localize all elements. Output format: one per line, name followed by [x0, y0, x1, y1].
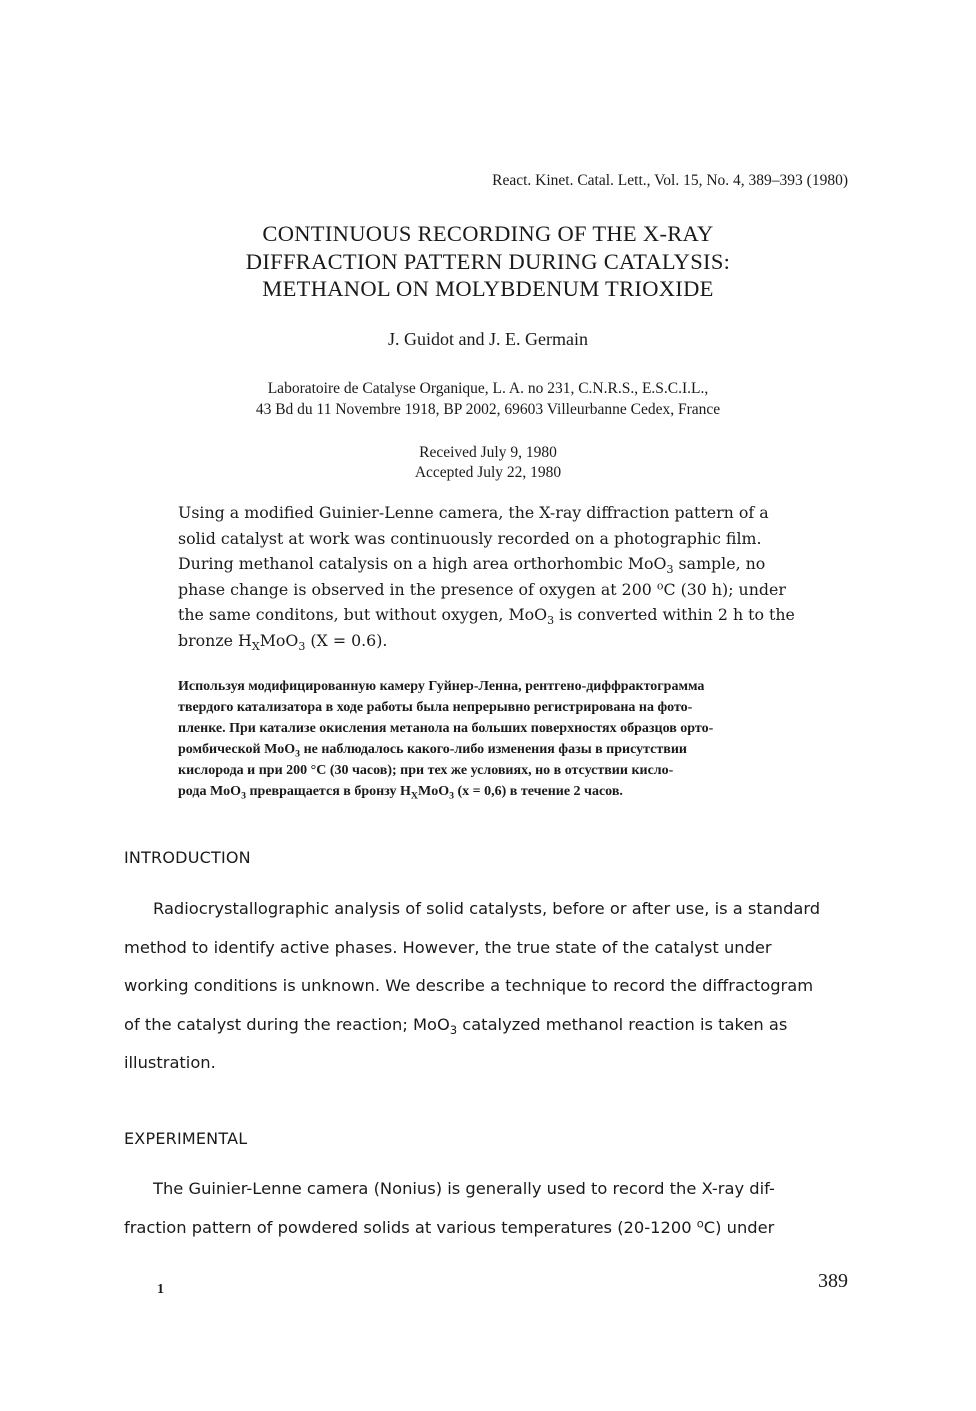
abstract-english	[178, 500, 858, 653]
intro-line-4: of the catalyst during the reaction; MoO$_3$ catalyzed methanol reaction is taken as	[124, 1014, 788, 1037]
experimental-heading: EXPERIMENTAL	[124, 1129, 248, 1148]
paper-title	[130, 220, 846, 303]
intro-line-1: Radiocrystallographic analysis of solid catalysts, before or after use, is a standard	[153, 899, 821, 918]
title-line-1: CONTINUOUS RECORDING OF THE X-RAY	[262, 221, 714, 246]
footnote-number: 1	[157, 1282, 164, 1297]
abstract-en-line-5: the same conditons, but without oxygen, MoO$_3$ is converted within 2 h to the	[178, 605, 795, 627]
title-line-3: METHANOL ON MOLYBDENUM TRIOXIDE	[262, 276, 714, 301]
title-line-2: DIFFRACTION PATTERN DURING CATALYSIS:	[245, 248, 731, 274]
intro-line-3: working conditions is unknown. We describe a technique to record the diffractogram	[124, 976, 814, 995]
intro-line-5: illustration.	[124, 1053, 216, 1072]
affiliation	[130, 378, 846, 420]
experimental-line-1: The Guinier-Lenne camera (Nonius) is generally used to record the X-ray dif-	[153, 1179, 775, 1198]
experimental-line-2: fraction pattern of powdered solids at various temperatures (20-1200 $^o$C) under	[124, 1215, 775, 1237]
authors: J. Guidot and J. E. Germain	[388, 329, 588, 349]
affiliation-line-1: Laboratoire de Catalyse Organique, L. A. no 231, C.N.R.S., E.S.C.I.L.,	[267, 380, 709, 397]
intro-line-2: method to identify active phases. However, the true state of the catalyst under	[124, 937, 772, 957]
abstract-ru-line-6: рода MoO$_3$ превращается в бронзу $H_XMoO_3$ (x = 0,6) в течение 2 часов.	[178, 784, 623, 802]
abstract-en-line-6: bronze $H_XMoO_3$ (X = 0.6).	[178, 630, 388, 653]
affiliation-line-2: 43 Bd du 11 Novembre 1918, BP 2002, 69603 Villeurbanne Cedex, France	[255, 401, 721, 418]
abstract-ru-line-2: твердого катализатора в ходе работы была непрерывно регистрирована на фото-	[178, 700, 693, 715]
abstract-en-line-4: phase change is observed in the presence of oxygen at 200 $^o$C (30 h); under	[178, 578, 786, 599]
abstract-russian	[178, 676, 848, 802]
introduction-heading: INTRODUCTION	[124, 848, 251, 867]
experimental-paragraph	[124, 1170, 864, 1247]
abstract-ru-line-1: Используя модифицированную камеру Гуйнер-Ленна, рентгено-диффрактограмма	[178, 679, 705, 694]
accepted-date: Accepted July 22, 1980	[414, 464, 562, 481]
abstract-en-line-3: During methanol catalysis on a high area orthorhombic MoO$_3$ sample, no	[178, 554, 766, 576]
journal-citation: React. Kinet. Catal. Lett., Vol. 15, No. 4, 389–393 (1980)	[492, 172, 848, 189]
abstract-en-line-2: solid catalyst at work was continuously recorded on a photographic film.	[178, 528, 762, 548]
page-number: 389	[818, 1270, 848, 1292]
received-date: Received July 9, 1980	[419, 444, 557, 461]
abstract-ru-line-5: кислорода и при 200 °C (30 часов); при тех же условиях, но в отсуствии кисло-	[178, 763, 674, 778]
abstract-ru-line-3: пленке. При катализе окисления метанола на больших поверхностях образцов орто-	[178, 721, 714, 736]
abstract-en-line-1: Using a modified Guinier-Lenne camera, the X-ray diffraction pattern of a	[178, 503, 769, 522]
dates	[130, 443, 846, 483]
abstract-ru-line-4: ромбической MoO$_3$ не наблюдалось какого-либо изменения фазы в присутствии	[178, 742, 687, 760]
introduction-paragraph	[124, 890, 864, 1083]
